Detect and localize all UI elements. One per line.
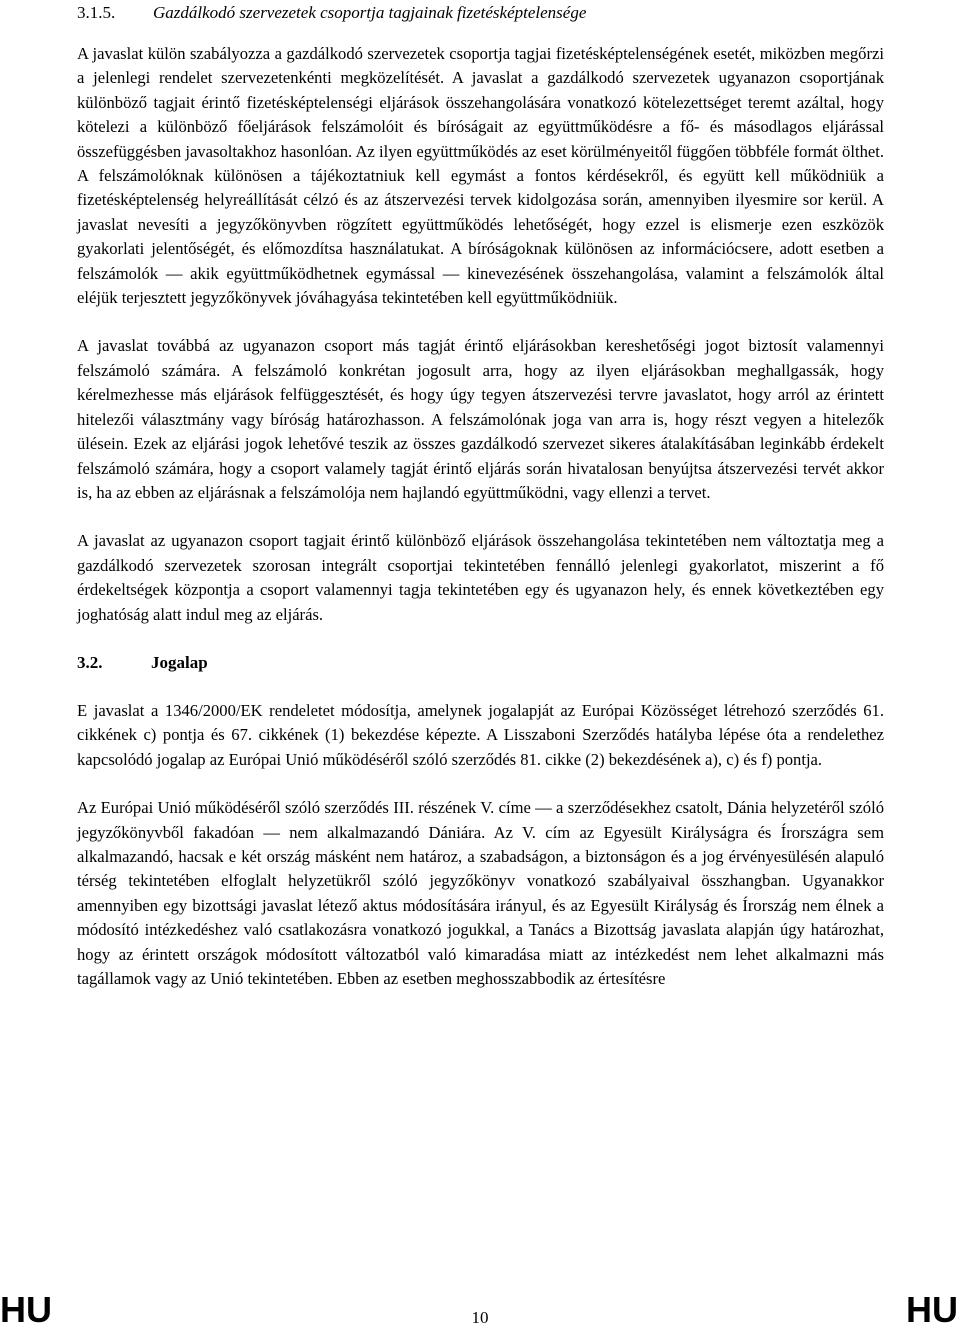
section-heading [77, 651, 884, 675]
section-number: 3.2. [77, 652, 103, 672]
subsection-heading [77, 2, 897, 24]
subsection-title: Gazdálkodó szervezetek csoportja tagjainak fizetésképtelensége [153, 3, 587, 22]
paragraph-group-insolvency: A javaslat külön szabályozza a gazdálkodó szervezetek csoportja tagjai fizetésképtelenségének esetét, miközben megőrzi a jelenlegi rendelet szervezetenkénti megközelítését. A javaslat a gazdálkodó szervezetek ugyanazon csoportjának különböző tagjait érintő fizetésképtelenségi eljárások összehangolására vonatkozó kötelezettséget teremt azáltal, hogy kötelezi a különböző főeljárások felszámolóit és bíróságait az együttműködésre a fő- és másodlagos eljárással összefüggésben javasoltakhoz hasonlóan. Az ilyen együttműködés az eset körülményeitől függően többféle formát ölthet. A felszámolóknak különösen a tájékoztatniuk kell egymást a fontos kérdésekről, és együtt kell működniük a fizetésképtelenség helyreállítását célzó és az átszervezési tervek kidolgozása során, amennyiben ilyesmire sor kerül. A javaslat nevesíti a jegyzőkönyvben rögzített együttműködés lehetőségét, hogy ezzel is elismerje ezen eszközök gyakorlati jelentőségét, és előmozdítsa használatukat. A bíróságoknak különösen az információcsere, adott esetben a felszámolók — akik együttműködhetnek egymással — kinevezésének összehangolása, valamint a felszámolók által eléjük terjesztett jegyzőkönyvek jóváhagyása tekintetében kell együttműködniük. [77, 44, 884, 308]
paragraph-integrated-groups: A javaslat az ugyanazon csoport tagjait érintő különböző eljárások összehangolása tekintetében nem változtatja meg a gazdálkodó szervezetek szorosan integrált csoportjai tekintetében fennálló jelenlegi gyakorlatot, miszerint a fő érdekeltségek központja a csoport valamennyi tagja tekintetében egy és ugyanazon hely, és ennek következtében egy joghatóság alatt indul meg az eljárás. [77, 531, 884, 624]
document-body [77, 42, 884, 1015]
paragraph-standing-rights: A javaslat továbbá az ugyanazon csoport más tagját érintő eljárásokban kereshetőségi jogot biztosít valamennyi felszámoló számára. A felszámoló konkrétan jogosult arra, hogy az ilyen eljárásokban meghallgassák, hogy kérelmezhesse más eljárások felfüggesztését, és hogy úgy tegyen átszervezési tervre javaslatot, hogy arról az érintett hitelezői választmány vagy bíróság határozhasson. A felszámolónak joga van arra is, hogy részt vegyen a hitelezők ülésein. Ezek az eljárási jogok lehetővé teszik az összes gazdálkodó szervezet sikeres átalakításában leginkább érdekelt felszámoló számára, hogy a csoport valamely tagját érintő eljárás során hivatalosan benyújtsa átszervezési tervét akkor is, ha az ebben az eljárásnak a felszámolója nem hajlandó együttműködni, vagy ellenzi a tervet. [77, 336, 884, 502]
subsection-number: 3.1.5. [77, 3, 116, 22]
page-number: 10 [471, 1308, 489, 1327]
paragraph-legal-basis: E javaslat a 1346/2000/EK rendeletet módosítja, amelynek jogalapját az Európai Közösséget létrehozó szerződés 61. cikkének c) pontja és 67. cikkének (1) bekezdése képezte. A Lisszaboni Szerződés hatályba lépése óta a rendelethez kapcsolódó jogalap az Európai Unió működéséről szóló szerződés 81. cikke (2) bekezdésének a), c) és f) pontja. [77, 700, 884, 769]
paragraph-opt-out: Az Európai Unió működéséről szóló szerződés III. részének V. címe — a szerződésekhez csatolt, Dánia helyzetéről szóló jegyzőkönyvből fakadóan — nem alkalmazandó Dániára. Az V. cím az Egyesült Királyságra és Írországra sem alkalmazandó, hacsak e két ország másként nem határoz, a szabadságon, a biztonságon és a jog érvényesülésén alapuló térség tekintetében elfoglalt helyzetükről szóló jegyzőkönyv vonatkozó szabályaival összhangban. Ugyanakkor amennyiben egy bizottsági javaslat létező aktus módosítására irányul, és az Egyesült Királyság és Írország nem élnek a módosító intézkedéshez való csatlakozásra vonatkozó jogukkal, a Tanács a Bizottság javaslata alapján úgy határozhat, hogy az érintett országok módosított változatból való kimaradása miatt az intézkedést nem lehet alkalmazni más tagállamok vagy az Unió tekintetében. Ebben az esetben meghosszabbodik az értesítésre [77, 798, 884, 988]
footer-language-code-left: HU [0, 1289, 52, 1330]
section-title: Jogalap [151, 652, 208, 672]
footer-language-code-right: HU [906, 1289, 958, 1330]
